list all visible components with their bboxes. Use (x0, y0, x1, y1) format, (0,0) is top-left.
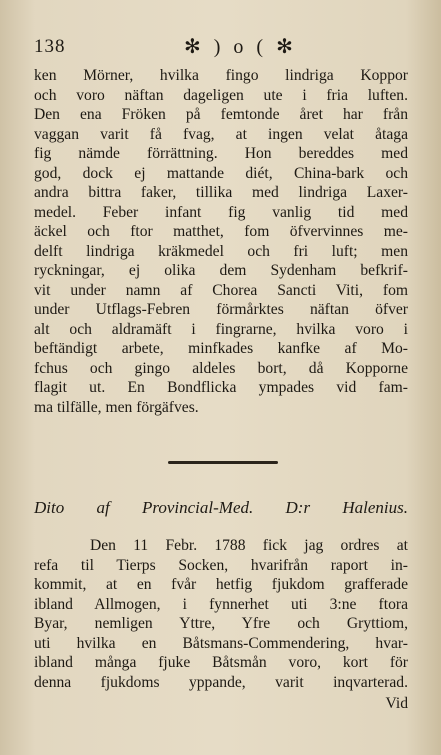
text-line: Den ena Fröken på femtonde året har från (34, 106, 408, 123)
section-divider (168, 461, 278, 464)
text-line: ibland Allmogen, i fynnerhet uti 3:ne ftora (34, 595, 408, 613)
text-line: ken Mörner, hvilka fingo lindriga Koppor (34, 67, 408, 84)
text-line: uti hvilka en Båtsmans-Commendering, hvar- (34, 634, 408, 652)
text-line: kommit, at en fvår hetfig fjukdom grafferade (34, 576, 408, 593)
text-line: äckel och ftor matthet, fom öfvervinnes me- (34, 223, 408, 240)
text-line: flagit ut. En Bondflicka ympades vid fam- (34, 379, 408, 396)
catchword: Vid (385, 695, 408, 712)
paragraph-one (34, 66, 408, 417)
header-ornament: ✻ ) o ( ✻ (184, 36, 297, 58)
text-line: ryckningar, ej olika dem Sydenham befkrif- (34, 262, 408, 279)
text-line: medel. Feber infant fig vanlig tid med (34, 203, 408, 221)
text-line: fig nämde förrättning. Hon bereddes med (34, 145, 408, 162)
text-line: beftändigt arbete, minfkades kanfke af Mo- (34, 340, 408, 357)
text-line: refa til Tierps Socken, hvarifrån raport in- (34, 556, 408, 574)
text-line: under Utflags-Febren förmårktes näftan öfver (34, 301, 408, 318)
text-line: vaggan varit få fvag, at ingen velat åtaga (34, 125, 408, 143)
text-line: vit under namn af Chorea Sancti Viti, fom (34, 281, 408, 299)
text-line: Den 11 Febr. 1788 fick jag ordres at (90, 537, 408, 554)
text-line: och voro näftan dageligen ute i fria luften. (34, 86, 408, 104)
text-line: denna fjukdoms yppande, varit inqvarterad. (34, 673, 408, 691)
text-line: Byar, nemligen Yttre, Yfre och Gryttiom, (34, 615, 408, 632)
text-line: andra bittra faker, tillika med lindriga Laxer- (34, 184, 408, 201)
text-line: delft lindriga kräkmedel och fri luft; men (34, 242, 408, 260)
paragraph-two (34, 536, 408, 692)
text-line: ibland många fjuke Båtsmån voro, kort för (34, 654, 408, 671)
text-line: ma tilfälle, men förgäfves. (34, 398, 199, 416)
page-header (34, 34, 407, 60)
text-line: fchus och gingo aldeles bort, då Kopporne (34, 359, 408, 377)
text-line: alt och aldramäft i fingrarne, hvilka voro i (34, 320, 408, 338)
text-line: god, dock ej mattande diét, China-bark och (34, 164, 408, 182)
section-heading: Dito af Provincial-Med. D:r Halenius. (34, 498, 408, 517)
page-number: 138 (34, 36, 66, 57)
